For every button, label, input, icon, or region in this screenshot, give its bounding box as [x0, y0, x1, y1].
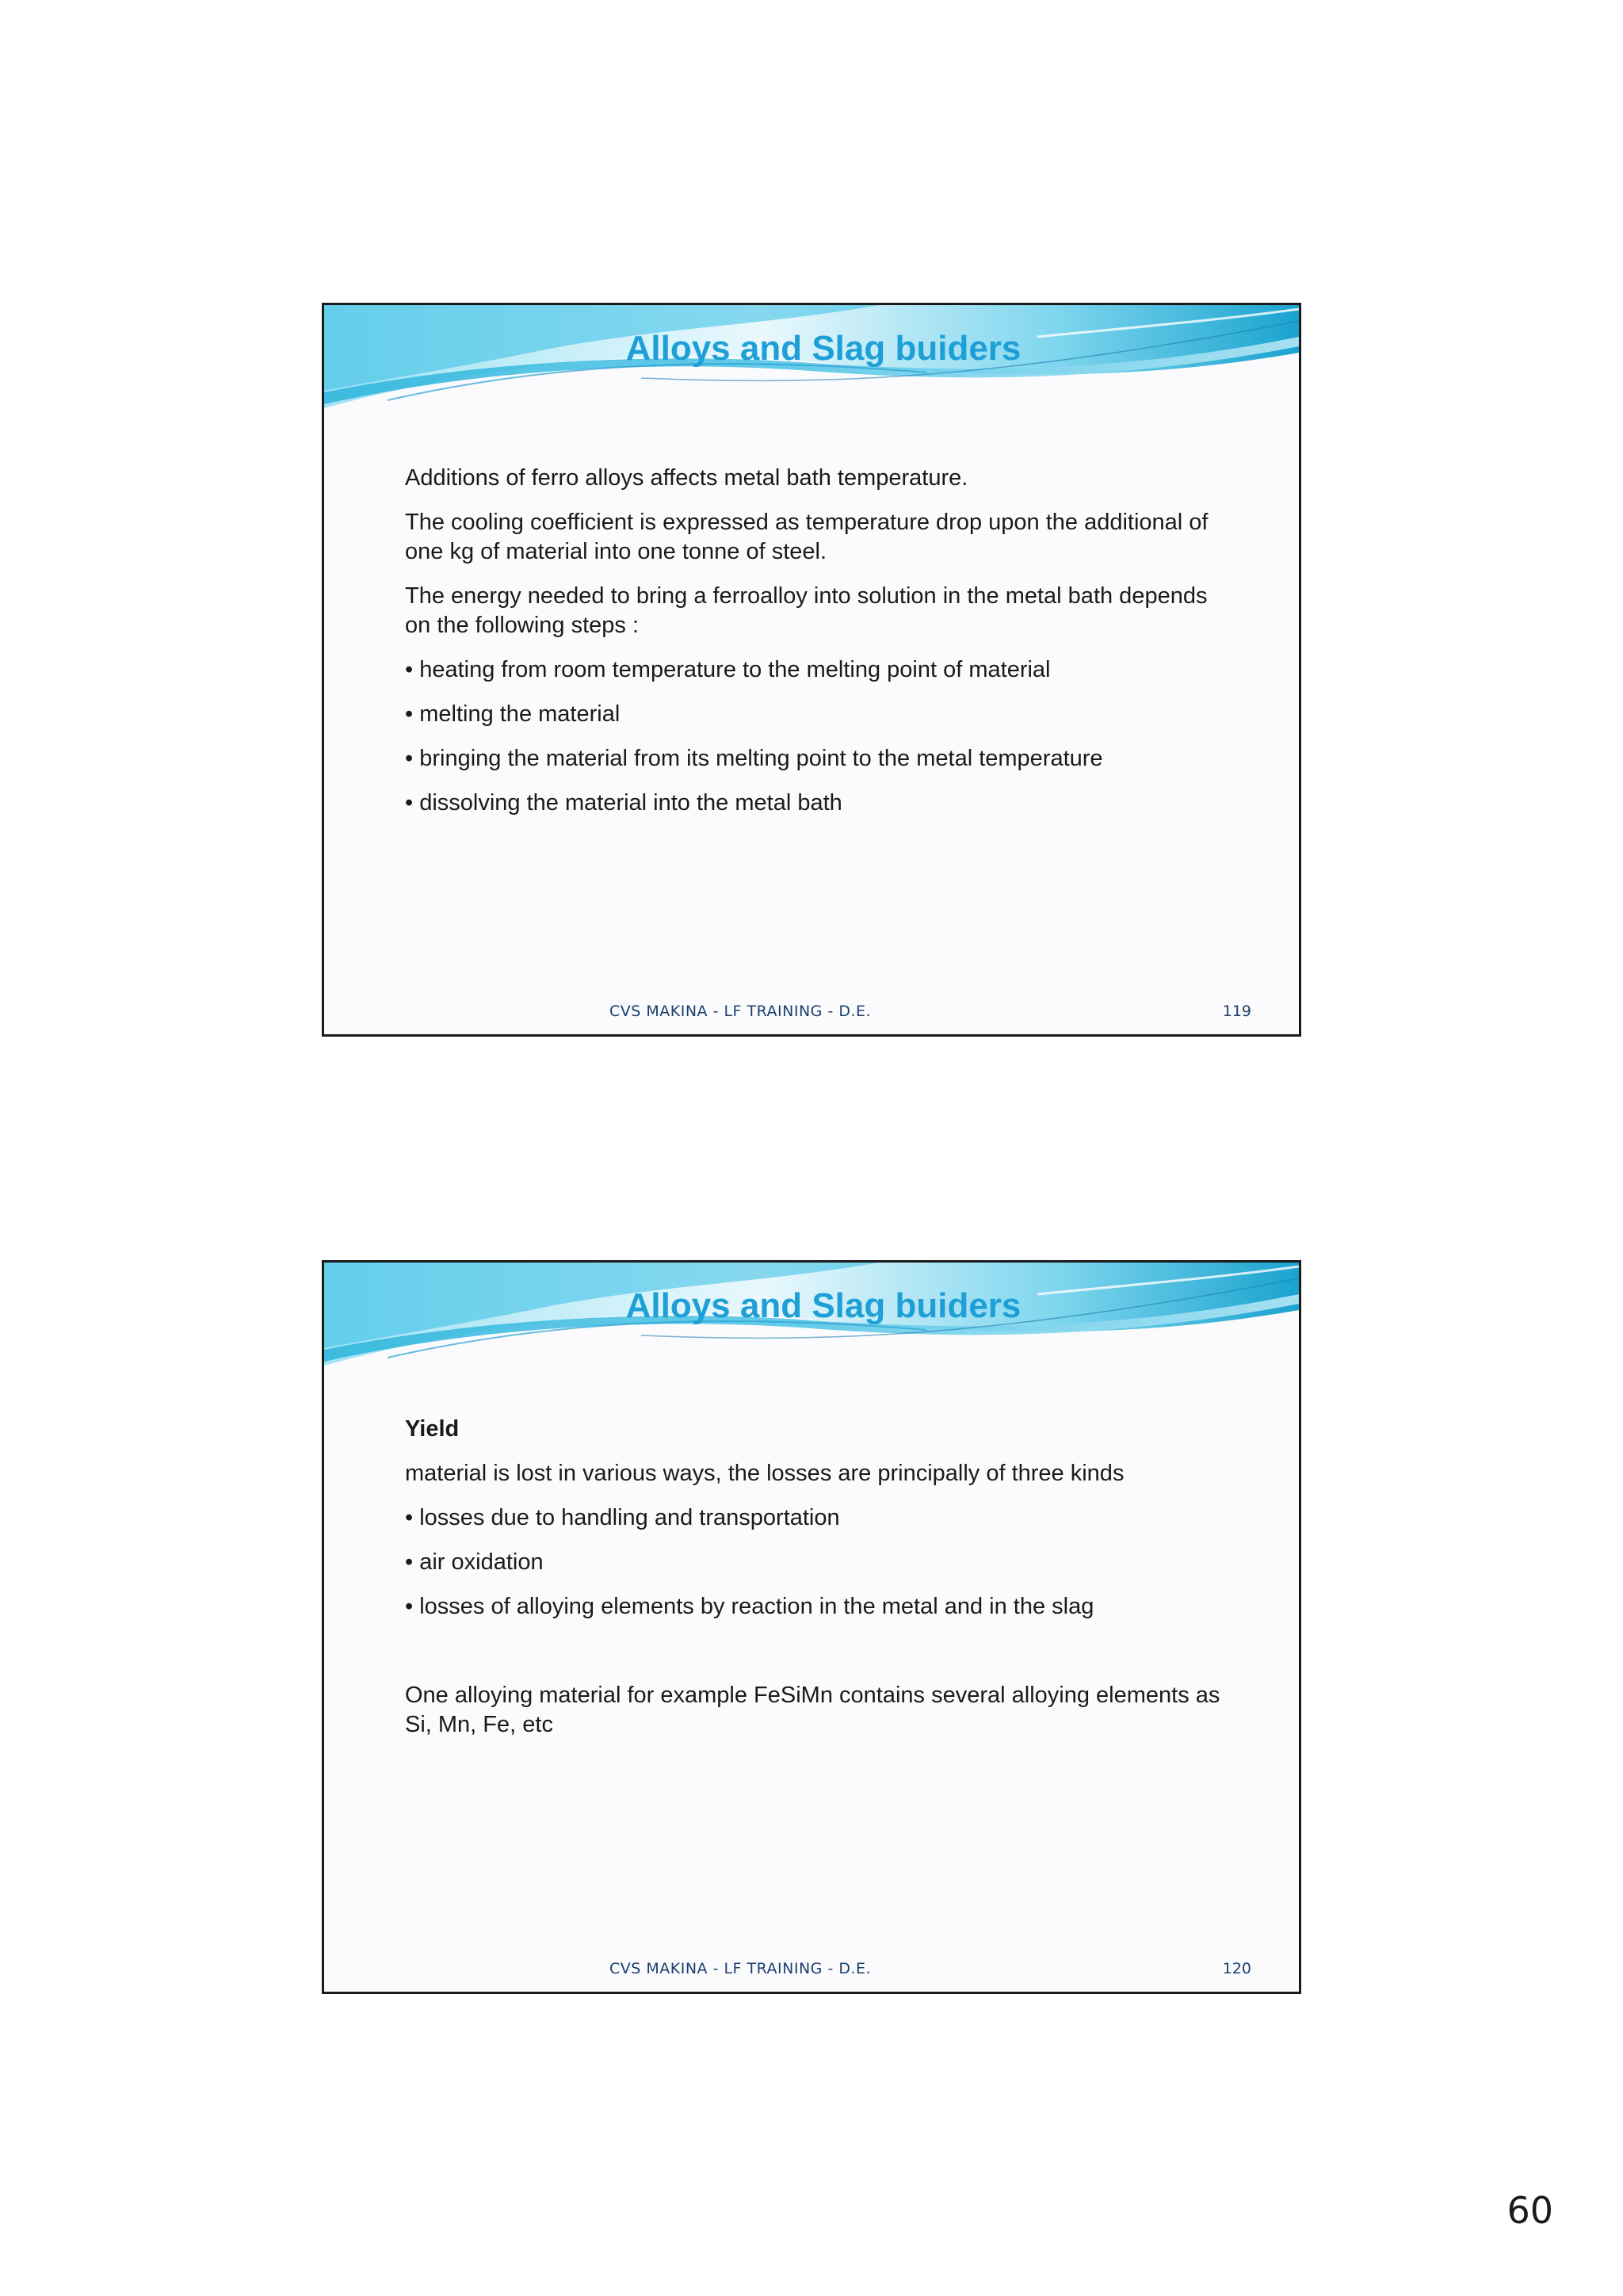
footer-text: CVS MAKINA - LF TRAINING - D.E.: [609, 1003, 872, 1020]
paragraph: The cooling coefficient is expressed as temperature drop upon the additional of one kg of material into one tonne of steel.: [405, 510, 1209, 564]
page-number: 60: [1507, 2189, 1553, 2232]
slide-footer: [324, 1003, 1299, 1026]
slide-number: 120: [1222, 1960, 1251, 1977]
paragraph: Additions of ferro alloys affects metal bath temperature.: [405, 465, 968, 491]
bullet-item: • dissolving the material into the metal bath: [405, 790, 842, 816]
slide-footer: [324, 1960, 1299, 1984]
bullet-item: • air oxidation: [405, 1549, 544, 1575]
bullet-item: • heating from room temperature to the melting point of material: [405, 657, 1051, 682]
bullet-item: • melting the material: [405, 701, 621, 727]
bullet-item: • losses due to handling and transportation: [405, 1505, 840, 1530]
footer-text: CVS MAKINA - LF TRAINING - D.E.: [609, 1960, 872, 1977]
slide-120: [322, 1260, 1301, 1994]
paragraph: The energy needed to bring a ferroalloy into solution in the metal bath depends on the following steps :: [405, 583, 1208, 638]
slide-title: Alloys and Slag buiders: [625, 329, 1022, 368]
paragraph: material is lost in various ways, the losses are principally of three kinds: [405, 1461, 1125, 1486]
slide-body: [405, 1415, 1221, 1755]
slide-119: [322, 303, 1301, 1037]
bullet-item: • bringing the material from its melting point to the metal temperature: [405, 746, 1103, 771]
bullet-item: • losses of alloying elements by reaction in the metal and in the slag: [405, 1594, 1094, 1619]
section-heading: Yield: [405, 1416, 460, 1442]
paragraph: One alloying material for example FeSiMn contains several alloying elements as Si, Mn, Fe, etc: [405, 1683, 1220, 1737]
slide-body: [405, 464, 1221, 833]
slide-number: 119: [1222, 1003, 1251, 1020]
slide-title: Alloys and Slag buiders: [625, 1286, 1022, 1325]
